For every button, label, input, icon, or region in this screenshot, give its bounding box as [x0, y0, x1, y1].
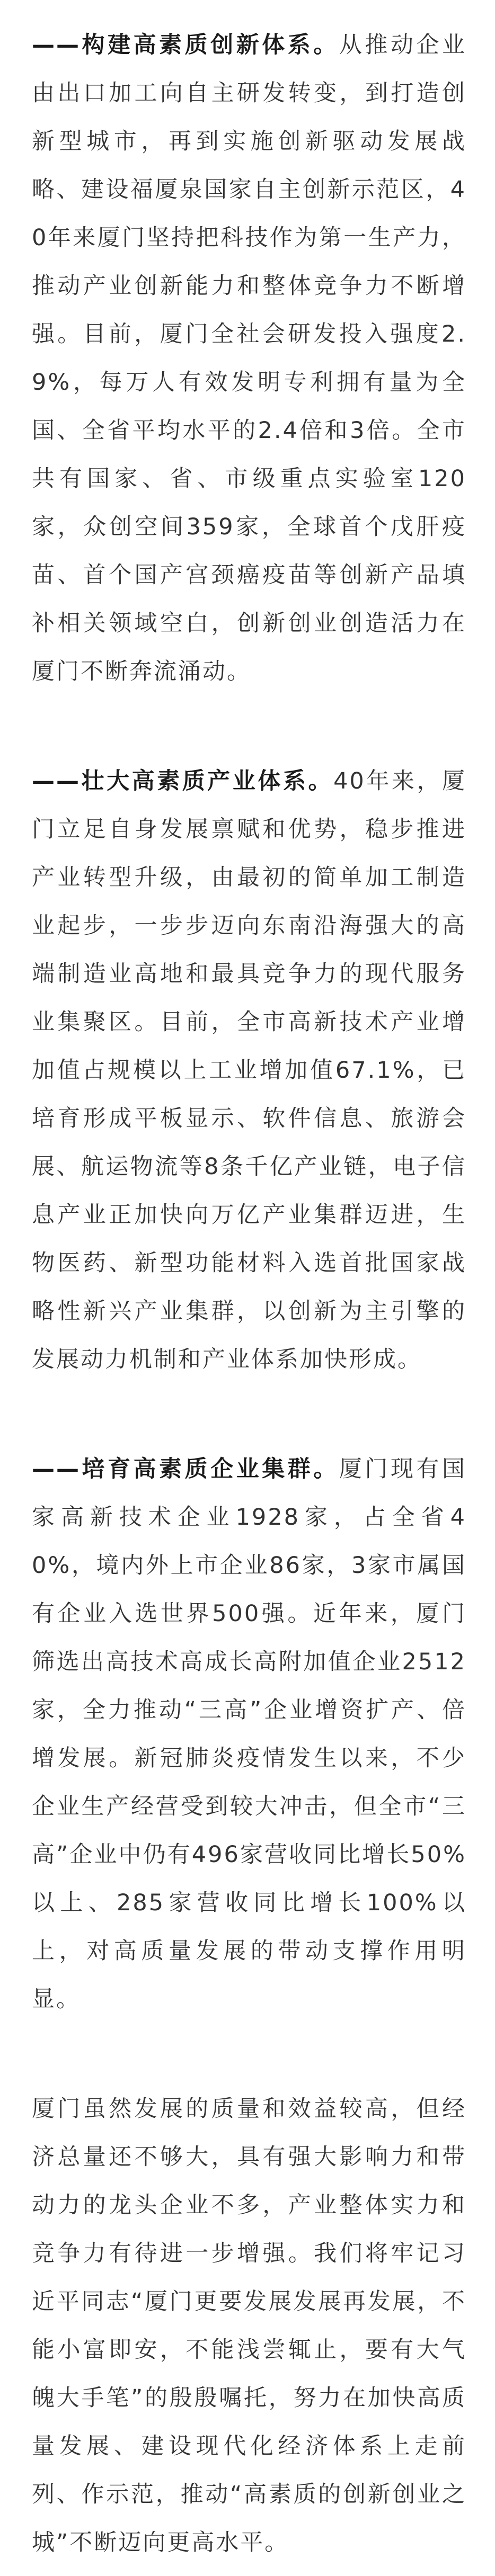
paragraph-text: 厦门虽然发展的质量和效益较高，但经济总量还不够大，具有强大影响力和带动力的龙头企业不多，产业整体实力和竞争力有待进一步增强。我们将牢记习近平同志“厦门更要发展发展再发展，不能小富即安，不能浅尝辄止，要有大气魄大手笔”的殷殷嘱托，努力在加快高质量发展、建设现代化经济体系上走前列、作示范，推动“高素质的创新创业之城”不断迈向更高水平。 [32, 2096, 466, 2556]
paragraph-text: 从推动企业由出口加工向自主研发转变，到打造创新型城市，再到实施创新驱动发展战略、建设福厦泉国家自主创新示范区，40年来厦门坚持把科技作为第一生产力，推动产业创新能力和整体竞争力不断增强。目前，厦门全社会研发投入强度2.9%，每万人有效发明专利拥有量为全国、全省平均水平的2.4倍和3倍。全市共有国家、省、市级重点实验室120家，众创空间359家，全球首个戊肝疫苗、首个国产宫颈癌疫苗等创新产品填补相关领域空白，创新创业创造活力在厦门不断奔流涌动。 [32, 32, 467, 685]
paragraph-text: 厦门现有国家高新技术企业1928家，占全省40%，境内外上市企业86家，3家市属国有企业入选世界500强。近年来，厦门筛选出高技术高成长高附加值企业2512家，全力推动“三高”企业增资扩产、倍增发展。新冠肺炎疫情发生以来，不少企业生产经营受到较大冲击，但全市“三高”企业中仍有496家营收同比增长50%以上、285家营收同比增长100%以上，对高质量发展的带动支撑作用明显。 [32, 1456, 467, 2012]
paragraph-lead: ——壮大高素质产业体系。 [32, 768, 334, 794]
paragraph-text: 40年来，厦门立足自身发展禀赋和优势，稳步推进产业转型升级，由最初的简单加工制造业起步，一步步迈向东南沿海强大的高端制造业高地和最具竞争力的现代服务业集聚区。目前，全市高新技术产业增加值占规模以上工业增加值67.1%，已培育形成平板显示、软件信息、旅游会展、航运物流等8条千亿产业链，电子信息产业正加快向万亿产业集群迈进，生物医药、新型功能材料入选首批国家战略性新兴产业集群，以创新为主引擎的发展动力机制和产业体系加快形成。 [32, 768, 467, 1373]
paragraph-innovation-system [32, 21, 466, 696]
article-body [32, 21, 466, 2567]
paragraph-lead: ——构建高素质创新体系。 [32, 32, 339, 58]
paragraph-industry-system [32, 757, 466, 1384]
paragraph-enterprise-cluster [32, 1445, 466, 2024]
paragraph-outlook [32, 2085, 466, 2567]
paragraph-lead: ——培育高素质企业集群。 [32, 1456, 339, 1482]
